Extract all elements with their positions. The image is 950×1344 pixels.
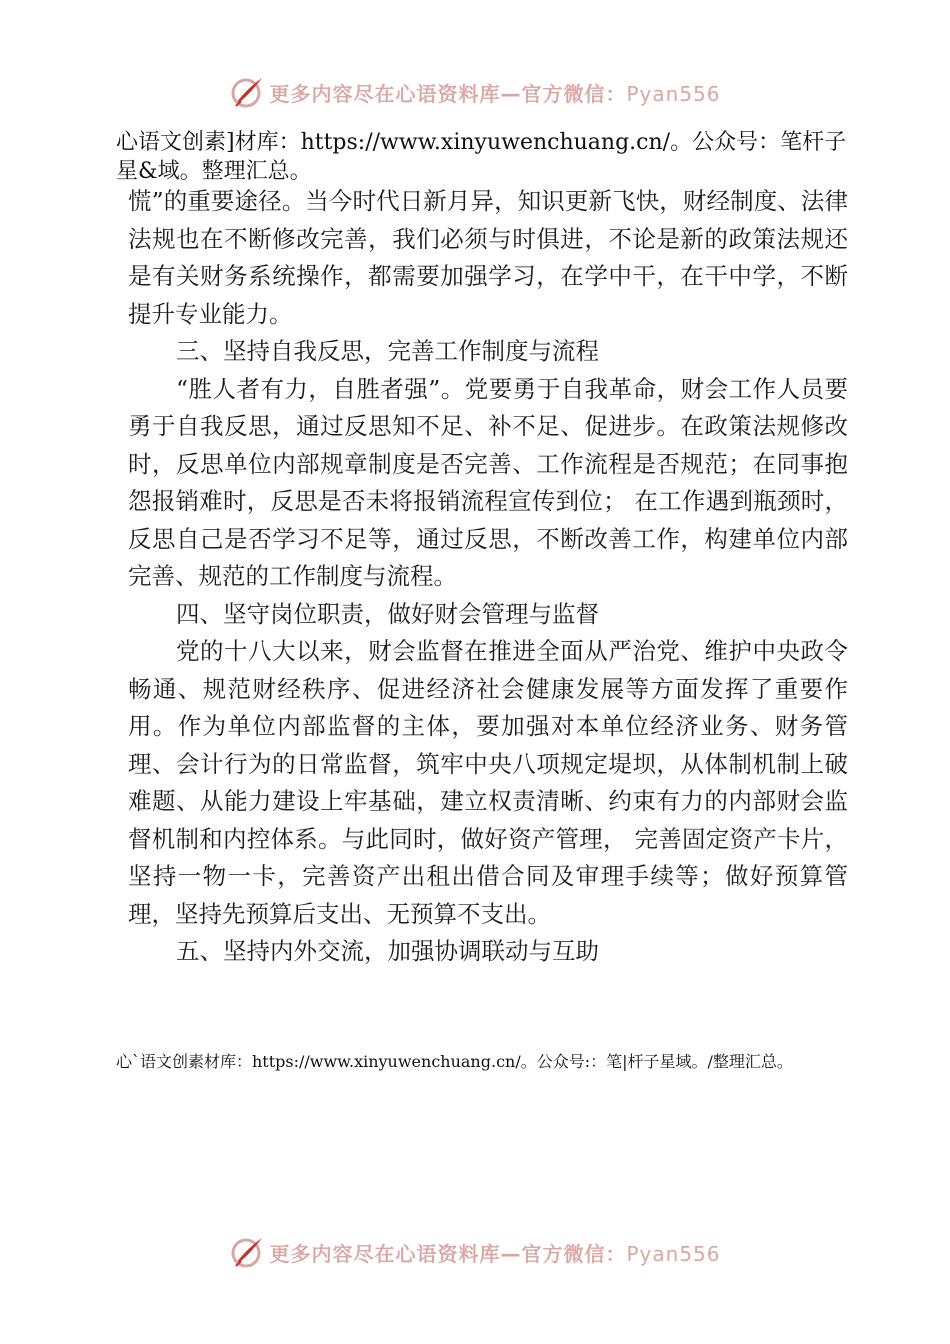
top-watermark-banner [0, 72, 950, 112]
section-heading: 五、坚持内外交流，加强协调联动与互助 [176, 937, 599, 965]
paragraph: “胜人者有力，自胜者强”。党要勇于自我革命，财会工作人员要勇于自我反思，通过反思知不足、补不足、促进步。在政策法规修改时，反思单位内部规章制度是否完善、工作流程是否规范；在同事抱怨报销难时，反思是否未将报销流程宣传到位； 在工作遇到瓶颈时，反思自己是否学习不足等，通过反思，不断改善工作，构建单位内部完善、规范的工作制度与流程。 [128, 374, 848, 590]
paragraph: 党的十八大以来，财会监督在推进全面从严治党、维护中央政令畅通、规范财经秩序、促进经济社会健康发展等方面发挥了重要作用。作为单位内部监督的主体，要加强对本单位经济业务、财务管理、会计行为的日常监督，筑牢中央八项规定堤坝，从体制机制上破难题、从能力建设上牢基础，建立权责清晰、约束有力的内部财会监督机制和内控体系。与此同时，做好资产管理， 完善固定资产卡片，坚持一物一卡，完善资产出租出借合同及审理手续等；做好预算管理，坚持先预算后支出、无预算不支出。 [128, 637, 848, 928]
section-heading: 三、坚持自我反思，完善工作制度与流程 [176, 337, 599, 365]
header-source-note: 心语文创素]材库：https://www.xinyuwenchuang.cn/。公众号：笔杆子星&域。整理汇总。 [116, 130, 847, 184]
bottom-watermark-banner [0, 1232, 950, 1272]
paragraph: 慌”的重要途径。当今时代日新月异，知识更新飞快，财经制度、法律法规也在不断修改完善，我们必须与时俱进，不论是新的政策法规还是有关财务系统操作，都需要加强学习，在学中干，在干中学，不断提升专业能力。 [128, 187, 848, 328]
footer-source-note: 心`语文创素材库：https://www.xinyuwenchuang.cn/。公众号:：笔|杆子星域。/整理汇总。 [116, 1052, 793, 1071]
banner-text: 更多内容尽在心语资料库—官方微信：Pyan556 [269, 81, 721, 106]
banner-text: 更多内容尽在心语资料库—官方微信：Pyan556 [269, 1241, 721, 1266]
quill-logo-icon [229, 74, 265, 110]
document-body [128, 183, 848, 971]
quill-logo-icon [229, 1234, 265, 1270]
section-heading: 四、坚守岗位职责，做好财会管理与监督 [176, 599, 599, 628]
